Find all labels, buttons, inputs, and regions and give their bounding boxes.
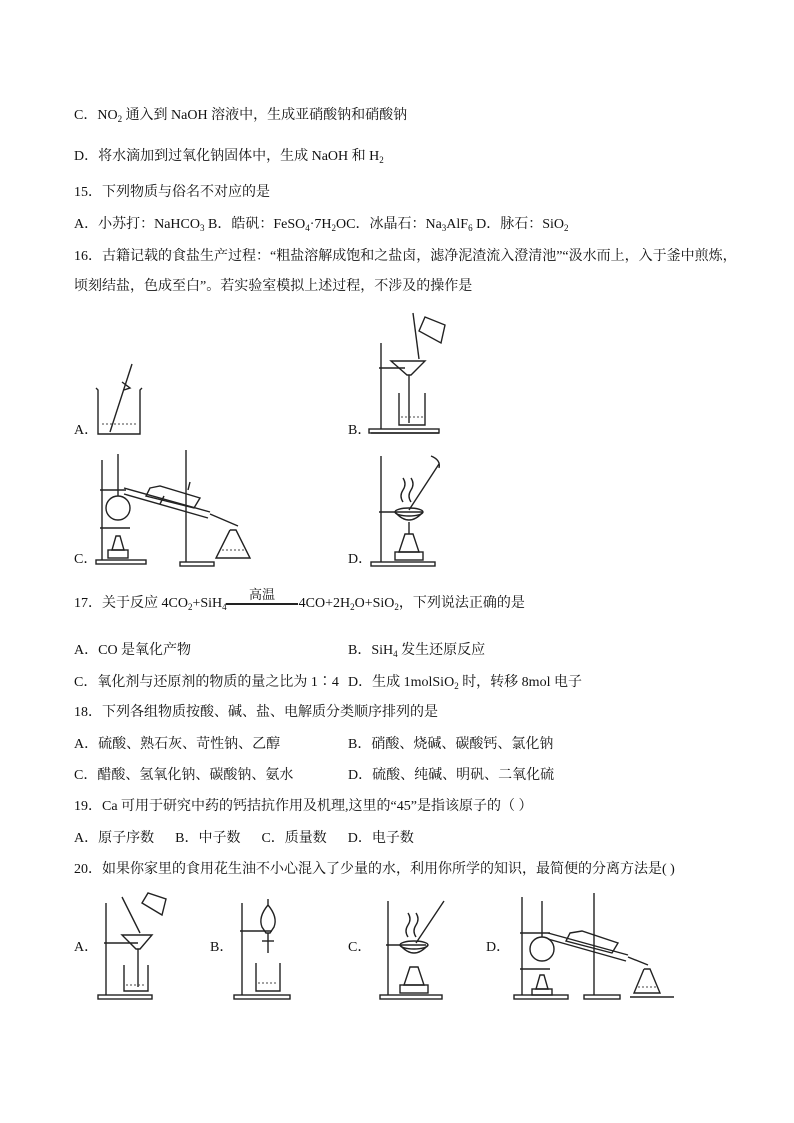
q14-option-c: C．$NO_2$ 通入到 NaOH 溶液中，生成亚硝酸钠和硝酸钠 (74, 108, 408, 124)
q20-evaporation-figure (374, 893, 454, 1003)
q15-options: A．小苏打：NaHCO$_3$ B．皓矾：$FeSO_4\cdot 7H_2OC$．冰晶石：$Na_3AlF_6$ D．脉石：SiO$_2$ (74, 217, 569, 233)
q16-label-a: A． (74, 423, 99, 438)
q17-option-c: C．氧化剂与还原剂的物质的量之比为 1∶4 (74, 675, 339, 690)
q18-option-a: A．硫酸、熟石灰、苛性钠、乙醇 (74, 737, 281, 752)
q16-label-c: C． (74, 552, 98, 567)
q18-option-d: D．硫酸、纯碱、明矾、二氧化硫 (348, 768, 555, 783)
q16-label-b: B． (348, 423, 372, 438)
q20-separatory-funnel-figure (232, 893, 298, 1003)
q16-stem-line2: 顷刻结盐，色成至白”。若实验室模拟上述过程，不涉及的操作是 (74, 279, 473, 294)
q16-beaker-stirring-figure (90, 360, 150, 440)
q19-stem: 19．Ca 可用于研究中药的钙拮抗作用及机理,这里的“45”是指该原子的（ ） (74, 799, 533, 814)
q17-reaction-condition: 高温 (226, 588, 298, 607)
q18-stem: 18．下列各组物质按酸、碱、盐、电解质分类顺序排列的是 (74, 705, 438, 720)
q16-stem-line1: 16．古籍记载的食盐生产过程：“粗盐溶解成饱和之盐卤，滤净泥渣流入澄清池”“汲水而上，入于釜中煎炼， (74, 249, 737, 264)
q15-stem: 15．下列物质与俗名不对应的是 (74, 185, 270, 200)
q16-filtration-figure (365, 313, 455, 438)
q17-option-a: A．CO 是氧化产物 (74, 643, 192, 658)
q18-option-b: B．硝酸、烧碱、碳酸钙、氯化钠 (348, 737, 554, 752)
q16-evaporation-figure (365, 452, 455, 570)
q16-distillation-figure (90, 450, 270, 568)
q20-label-b: B． (210, 940, 234, 955)
q20-label-a: A． (74, 940, 99, 955)
q17-option-b: B．SiH$_4$ 发生还原反应 (348, 643, 486, 659)
q20-distillation-figure (510, 893, 678, 1003)
q20-stem: 20．如果你家里的食用花生油不小心混入了少量的水，利用你所学的知识，最简便的分离方法是( ) (74, 862, 675, 877)
q19-options: A．原子序数 B．中子数 C．质量数 D．电子数 (74, 831, 414, 846)
q20-label-c: C． (348, 940, 372, 955)
q17-stem: 17．关于反应 $4CO_2+SiH_4$ $4CO+2H_2O+SiO_2$，下列说法正确的是 (74, 596, 525, 612)
q14-option-d: D．将水滴加到过氧化钠固体中，生成 NaOH 和 $H_2$ (74, 149, 384, 165)
q16-label-d: D． (348, 552, 373, 567)
q18-option-c: C．醋酸、氢氧化钠、碳酸钠、氨水 (74, 768, 294, 783)
q20-label-d: D． (486, 940, 511, 955)
q20-filtration-figure (96, 893, 168, 1003)
q17-option-d: D．生成 1molSiO$_2$ 时，转移 8mol 电子 (348, 675, 582, 691)
